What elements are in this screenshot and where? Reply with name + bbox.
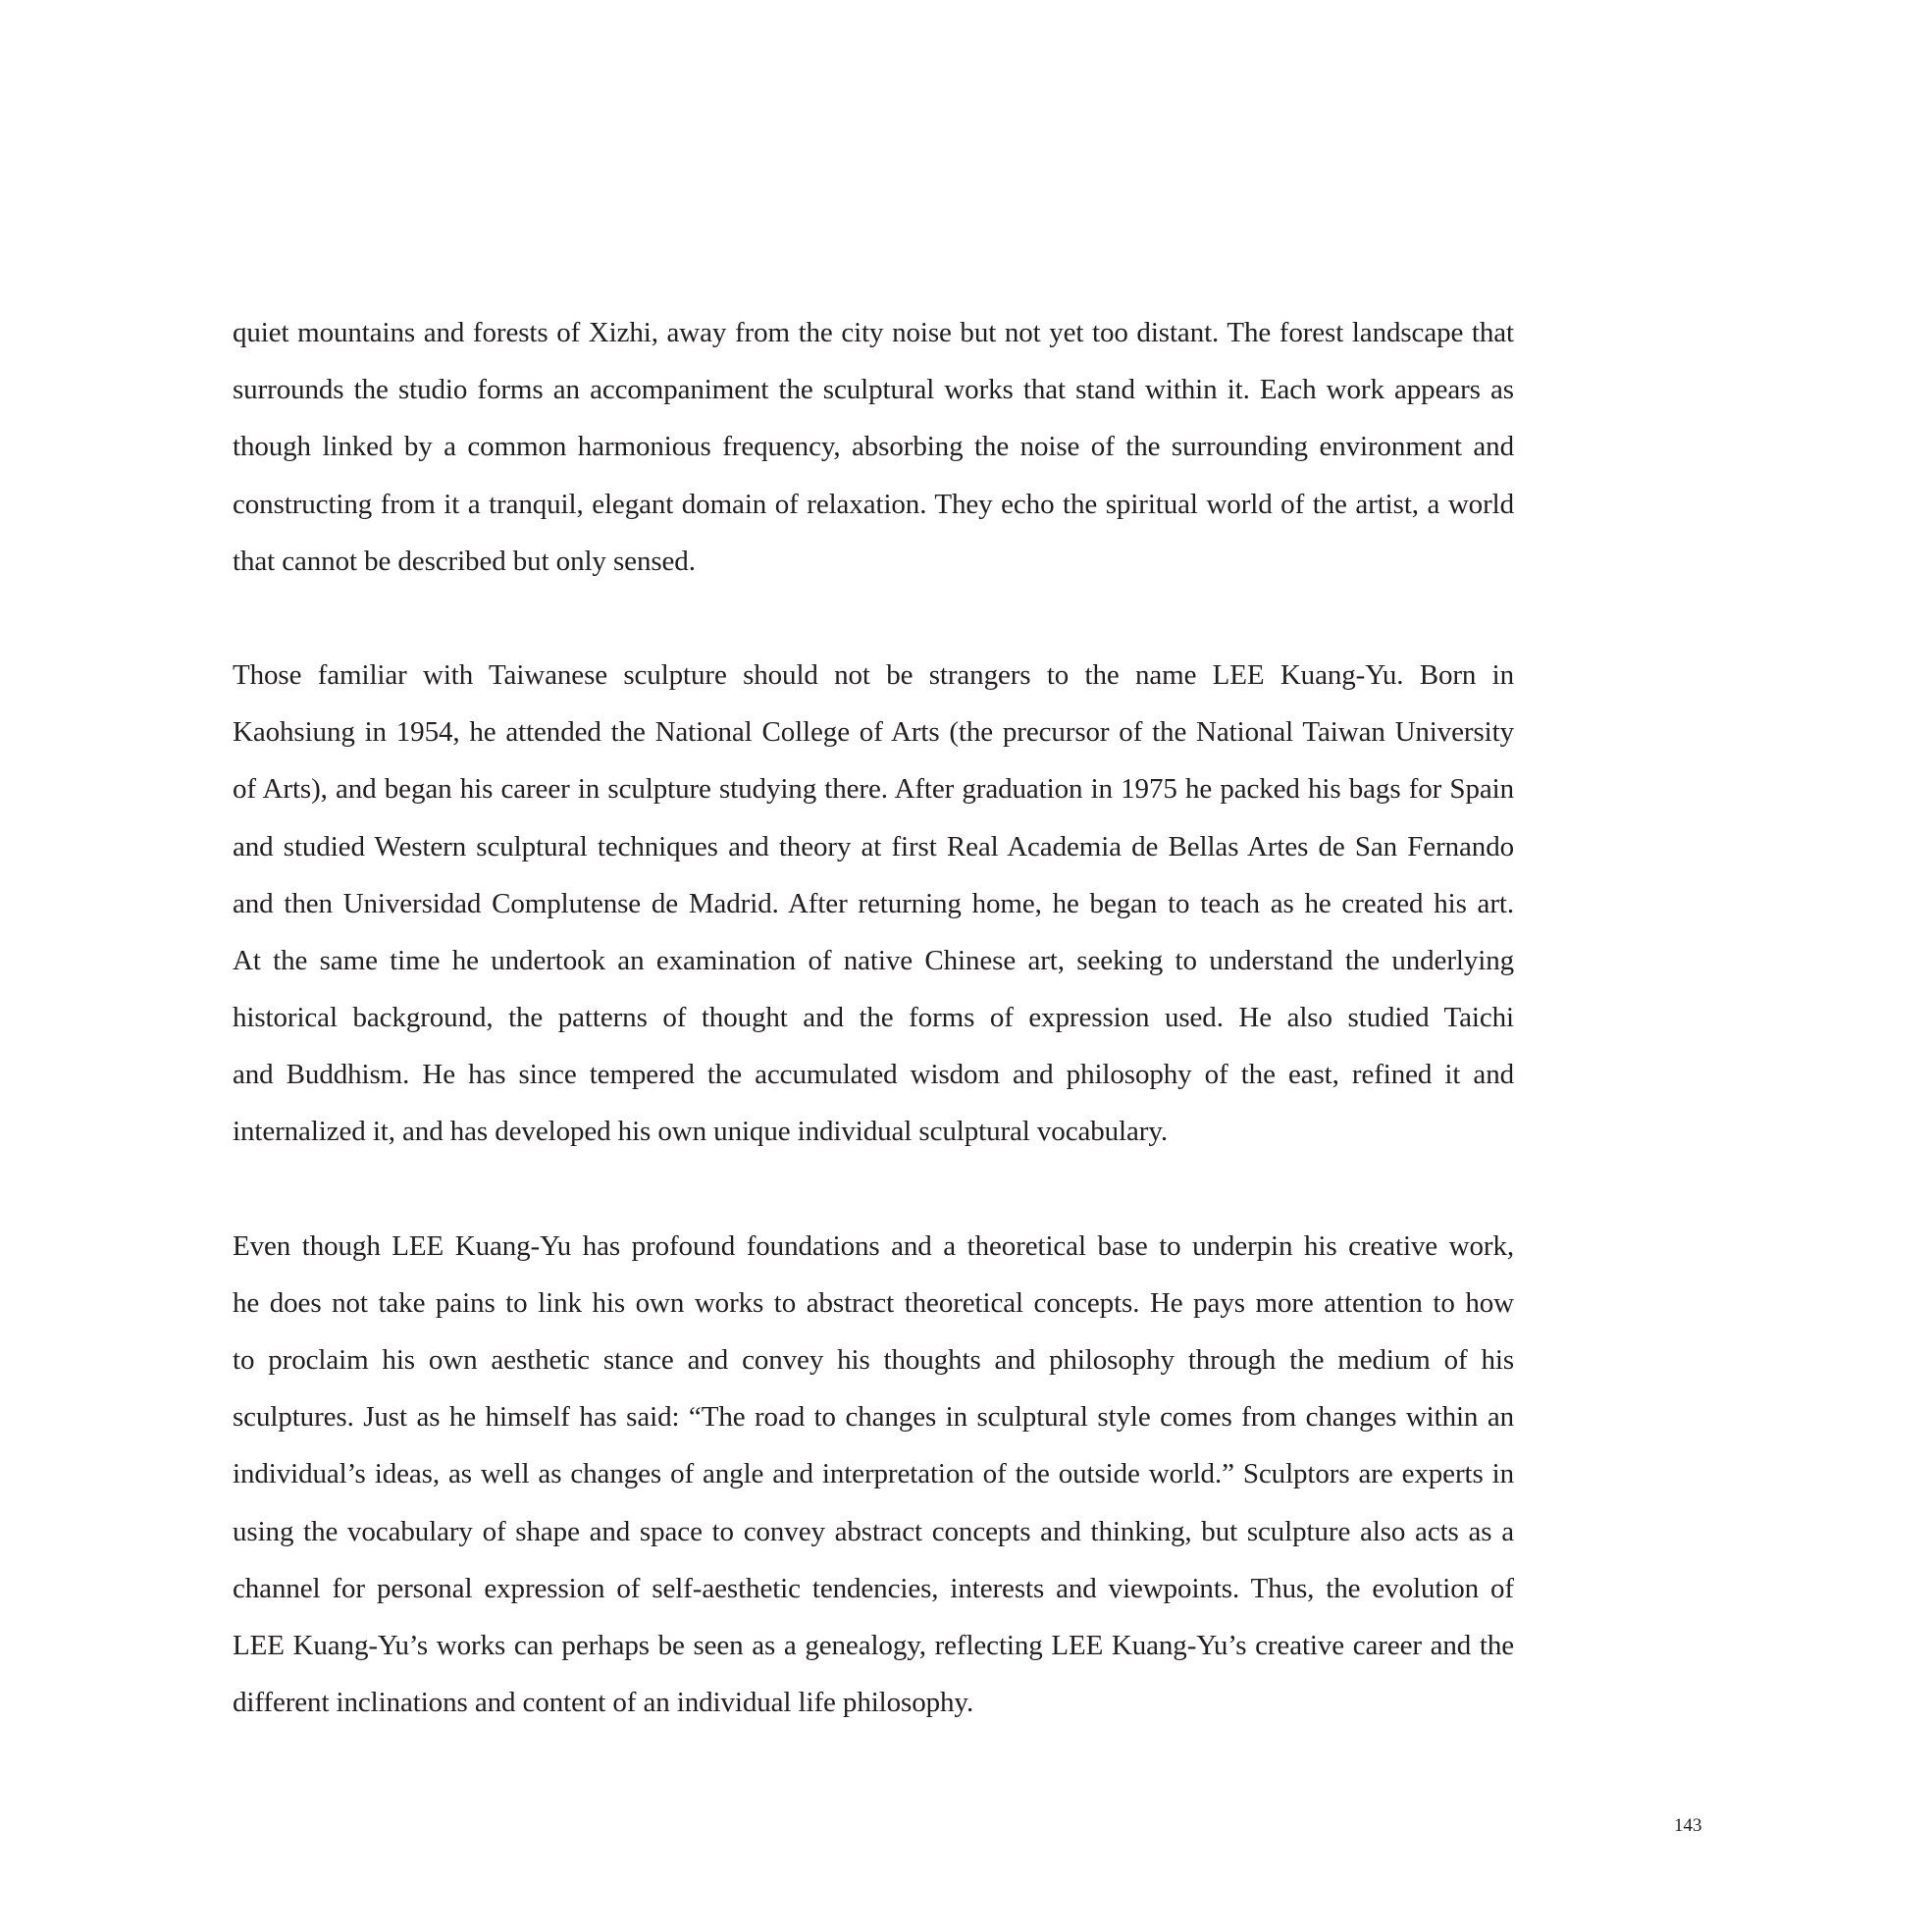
- text-line: constructing from it a tranquil, elegant domain of relaxation. They echo the spiritual world of the artist, a world: [233, 488, 1514, 520]
- text-line: quiet mountains and forests of Xizhi, away from the city noise but not yet too distant. The forest landscape that: [233, 317, 1514, 348]
- paragraph-1: [233, 304, 1528, 590]
- paragraph-spacer: [233, 1161, 1528, 1218]
- text-line: LEE Kuang-Yu’s works can perhaps be seen as a genealogy, reflecting LEE Kuang-Yu’s creative career and the: [233, 1629, 1514, 1661]
- text-line: and studied Western sculptural techniques and theory at first Real Academia de Bellas Artes de San Fernando: [233, 830, 1514, 862]
- text-line: though linked by a common harmonious frequency, absorbing the noise of the surrounding environment and: [233, 431, 1514, 463]
- text-line: sculptures. Just as he himself has said: “The road to changes in sculptural style comes from changes within an: [233, 1401, 1514, 1434]
- text-line: different inclinations and content of an individual life philosophy.: [233, 1687, 974, 1719]
- paragraph-2: [233, 647, 1528, 1161]
- body-text: [233, 304, 1528, 1731]
- text-line: and Buddhism. He has since tempered the accumulated wisdom and philosophy of the east, refined it and: [233, 1059, 1514, 1091]
- text-line: that cannot be described but only sensed.: [233, 545, 696, 577]
- text-line: to proclaim his own aesthetic stance and convey his thoughts and philosophy through the medium of his: [233, 1344, 1514, 1376]
- text-line: channel for personal expression of self-aesthetic tendencies, interests and viewpoints. Thus, the evolution of: [233, 1572, 1514, 1604]
- text-line: Those familiar with Taiwanese sculpture should not be strangers to the name LEE Kuang-Yu. Born in: [233, 658, 1514, 691]
- text-line: and then Universidad Complutense de Madrid. After returning home, he began to teach as he created his art.: [233, 887, 1514, 919]
- text-line: he does not take pains to link his own works to abstract theoretical concepts. He pays more attention to how: [233, 1286, 1514, 1319]
- text-line: historical background, the patterns of thought and the forms of expression used. He also studied Taichi: [233, 1002, 1514, 1034]
- text-line: surrounds the studio forms an accompaniment the sculptural works that stand within it. Each work appears as: [233, 374, 1514, 406]
- page-number: 143: [1674, 1815, 1702, 1836]
- paragraph-spacer: [233, 590, 1528, 647]
- paragraph-3: [233, 1218, 1528, 1732]
- text-line: using the vocabulary of shape and space to convey abstract concepts and thinking, but sculpture also acts as a: [233, 1515, 1514, 1547]
- text-line: of Arts), and began his career in sculpture studying there. After graduation in 1975 he packed his bags for Spain: [233, 773, 1514, 806]
- text-line: At the same time he undertook an examination of native Chinese art, seeking to understand the underlying: [233, 944, 1514, 976]
- text-line: Even though LEE Kuang-Yu has profound foundations and a theoretical base to underpin his creative work,: [233, 1229, 1514, 1262]
- text-line: individual’s ideas, as well as changes of angle and interpretation of the outside world.” Sculptors are experts in: [233, 1458, 1514, 1490]
- text-line: internalized it, and has developed his own unique individual sculptural vocabulary.: [233, 1116, 1169, 1148]
- text-line: Kaohsiung in 1954, he attended the National College of Arts (the precursor of the National Taiwan University: [233, 716, 1514, 749]
